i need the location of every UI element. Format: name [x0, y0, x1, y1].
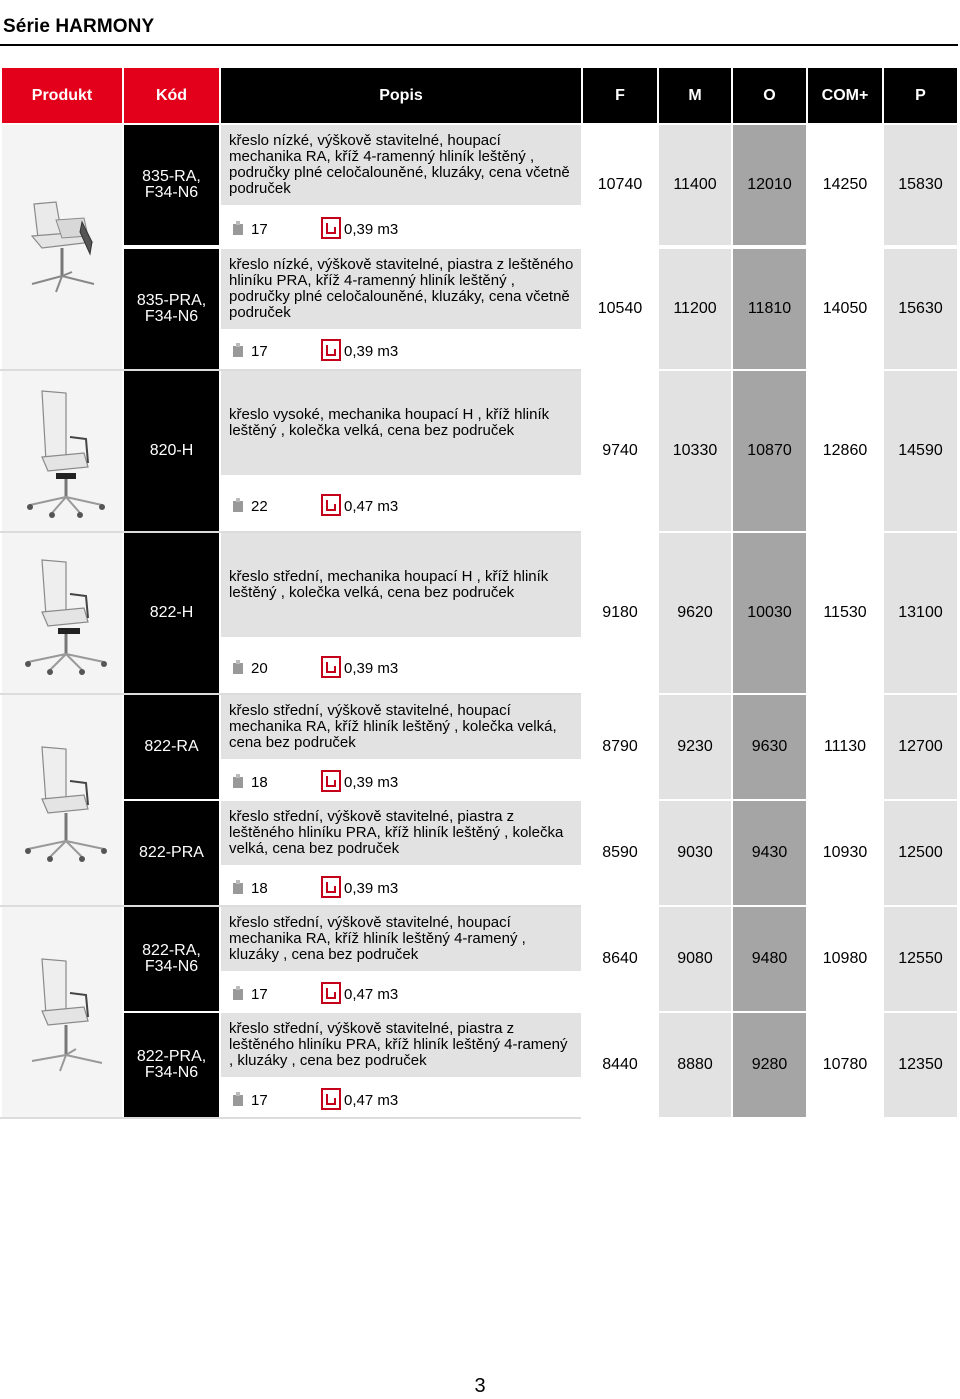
price-f: 10740 [583, 125, 657, 245]
product-code: 835-RA, F34-N6 [124, 125, 219, 245]
price-o: 11810 [733, 249, 806, 369]
package-quantity: 17 [251, 1092, 268, 1109]
product-code: 835-PRA,F34-N6 [124, 249, 219, 369]
header-popis: Popis [221, 68, 581, 123]
price-o: 9280 [733, 1013, 806, 1117]
product-code: 822-RA, F34-N6 [124, 907, 219, 1011]
header-kod: Kód [124, 68, 219, 123]
package-volume: 0,39 m3 [344, 343, 399, 360]
price-p: 12700 [884, 695, 957, 799]
page-number: 3 [474, 1375, 486, 1397]
volume-icon [321, 1088, 341, 1110]
volume-icon [321, 494, 341, 516]
package-quantity: 18 [251, 880, 268, 897]
product-image-835 [2, 125, 122, 369]
price-m: 9620 [659, 533, 731, 693]
price-com: 10930 [808, 801, 882, 905]
product-image-822ra [2, 695, 122, 905]
box-icon [232, 343, 244, 357]
price-p: 15830 [884, 125, 957, 245]
product-description: křeslo nízké, výškově stavitelné, houpací mechanika RA, kříž 4-ramenný hliník leštěný , područky plné celočalouněné, kluzáky, cena včetně područek [221, 125, 581, 205]
price-m: 10330 [659, 371, 731, 531]
product-code: 820-H [124, 371, 219, 531]
package-volume: 0,47 m3 [344, 1092, 399, 1109]
price-com: 10780 [808, 1013, 882, 1117]
product-code: 822-H [124, 533, 219, 693]
header-com: COM+ [808, 68, 882, 123]
price-f: 9740 [583, 371, 657, 531]
price-p: 13100 [884, 533, 957, 693]
title-rule [0, 44, 958, 46]
header-p: P [884, 68, 957, 123]
price-f: 8790 [583, 695, 657, 799]
price-f: 10540 [583, 249, 657, 369]
product-image-822h [2, 533, 122, 693]
package-volume: 0,39 m3 [344, 221, 399, 238]
box-icon [232, 986, 244, 1000]
product-description: křeslo nízké, výškově stavitelné, piastra z leštěného hliníku PRA, kříž 4-ramenný hliník leštěný , područky plné celočalouněné, kluzáky, cena včetně područek [221, 249, 581, 329]
price-com: 14050 [808, 249, 882, 369]
office-chair-mid-icon [12, 548, 112, 678]
package-volume: 0,47 m3 [344, 498, 399, 515]
header-produkt: Produkt [2, 68, 122, 123]
price-com: 14250 [808, 125, 882, 245]
price-com: 11530 [808, 533, 882, 693]
price-o: 9480 [733, 907, 806, 1011]
packaging-info [221, 978, 581, 1010]
product-description: křeslo střední, výškově stavitelné, houpací mechanika RA, kříž hliník leštěný , kolečka velká, cena bez područek [221, 695, 581, 759]
product-description: křeslo střední, výškově stavitelné, houpací mechanika RA, kříž hliník leštěný 4-ramený , kluzáky , cena bez područek [221, 907, 581, 971]
price-p: 12350 [884, 1013, 957, 1117]
lounge-chair-icon [12, 192, 112, 302]
product-image-820 [2, 371, 122, 531]
price-o: 9630 [733, 695, 806, 799]
header-o: O [733, 68, 806, 123]
office-chair-high-icon [12, 381, 112, 521]
price-f: 8640 [583, 907, 657, 1011]
package-quantity: 17 [251, 986, 268, 1003]
package-quantity: 18 [251, 774, 268, 791]
price-m: 9030 [659, 801, 731, 905]
office-chair-glides-icon [12, 947, 112, 1077]
package-volume: 0,39 m3 [344, 880, 399, 897]
row-divider [0, 1117, 581, 1119]
package-volume: 0,39 m3 [344, 660, 399, 677]
price-p: 15630 [884, 249, 957, 369]
package-quantity: 22 [251, 498, 268, 515]
packaging-info [221, 490, 581, 522]
price-com: 11130 [808, 695, 882, 799]
box-icon [232, 774, 244, 788]
price-com: 12860 [808, 371, 882, 531]
product-description: křeslo střední, mechanika houpací H , kříž hliník leštěný , kolečka velká, cena bez područek [221, 533, 581, 637]
price-p: 14590 [884, 371, 957, 531]
box-icon [232, 660, 244, 674]
price-f: 9180 [583, 533, 657, 693]
packaging-info [221, 335, 581, 367]
price-com: 10980 [808, 907, 882, 1011]
packaging-info [221, 766, 581, 798]
box-icon [232, 221, 244, 235]
price-f: 8590 [583, 801, 657, 905]
box-icon [232, 498, 244, 512]
product-description: křeslo střední, výškově stavitelné, piastra z leštěného hliníku PRA, kříž hliník leštěný , kolečka velká, cena bez područek [221, 801, 581, 865]
packaging-info [221, 213, 581, 245]
office-chair-mid-ra-icon [12, 735, 112, 865]
package-quantity: 20 [251, 660, 268, 677]
price-m: 11200 [659, 249, 731, 369]
packaging-info [221, 652, 581, 684]
packaging-info [221, 1084, 581, 1116]
box-icon [232, 1092, 244, 1106]
price-m: 9080 [659, 907, 731, 1011]
volume-icon [321, 656, 341, 678]
header-f: F [583, 68, 657, 123]
volume-icon [321, 770, 341, 792]
box-icon [232, 880, 244, 894]
price-o: 9430 [733, 801, 806, 905]
product-description: křeslo vysoké, mechanika houpací H , kříž hliník leštěný , kolečka velká, cena bez područek [221, 371, 581, 475]
volume-icon [321, 876, 341, 898]
price-o: 10030 [733, 533, 806, 693]
product-code: 822-RA [124, 695, 219, 799]
packaging-info [221, 872, 581, 904]
package-quantity: 17 [251, 343, 268, 360]
volume-icon [321, 339, 341, 361]
price-o: 10870 [733, 371, 806, 531]
price-o: 12010 [733, 125, 806, 245]
product-image-822ra-f34 [2, 907, 122, 1117]
price-f: 8440 [583, 1013, 657, 1117]
product-code: 822-PRA [124, 801, 219, 905]
price-p: 12500 [884, 801, 957, 905]
package-volume: 0,47 m3 [344, 986, 399, 1003]
volume-icon [321, 982, 341, 1004]
price-m: 8880 [659, 1013, 731, 1117]
price-p: 12550 [884, 907, 957, 1011]
package-volume: 0,39 m3 [344, 774, 399, 791]
product-code: 822-PRA, F34-N6 [124, 1013, 219, 1117]
price-m: 11400 [659, 125, 731, 245]
product-description: křeslo střední, výškově stavitelné, piastra z leštěného hliníku PRA, kříž hliník leštěný 4-ramený , kluzáky , cena bez područek [221, 1013, 581, 1077]
volume-icon [321, 217, 341, 239]
series-title: Série HARMONY [3, 16, 155, 37]
header-m: M [659, 68, 731, 123]
price-m: 9230 [659, 695, 731, 799]
package-quantity: 17 [251, 221, 268, 238]
